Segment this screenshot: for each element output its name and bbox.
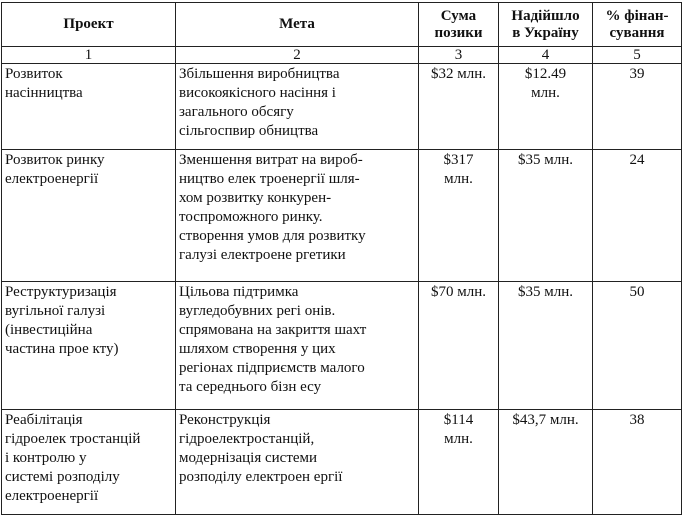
- goal-line: Зменшення витрат на вироб-: [179, 152, 363, 168]
- header-received-line: Надійшло: [511, 7, 580, 24]
- goal-line: сільгоспвир обництва: [179, 123, 319, 139]
- received-cell: [499, 64, 593, 150]
- project-line: Розвиток: [5, 66, 63, 82]
- header-row: [2, 3, 682, 47]
- sum-line: $317: [443, 152, 474, 168]
- goal-cell: [176, 64, 419, 150]
- goal-line: тоспроможного ринку.: [179, 209, 323, 225]
- header-project: Проект: [2, 3, 176, 47]
- project-line: насінництва: [5, 85, 83, 101]
- goal-line: шляхом створення у цих: [179, 341, 336, 357]
- goal-cell: [176, 410, 419, 515]
- header-sum-line: Сума: [440, 7, 477, 24]
- project-line: (інвестиційна: [5, 322, 93, 338]
- goal-line: Збільшення виробництва: [179, 66, 340, 82]
- sum-line: $114: [443, 412, 474, 428]
- goal-line: загального обсягу: [179, 104, 294, 120]
- loan-sum-cell: [419, 64, 499, 150]
- goal-line: галузі електроене ргетики: [179, 247, 346, 263]
- table-row: [2, 150, 682, 282]
- goal-line: ництво елек троенергії шля-: [179, 171, 360, 187]
- percent-cell: 39: [593, 64, 682, 150]
- sum-line: млн.: [444, 171, 473, 187]
- project-line: Розвиток ринку: [5, 152, 105, 168]
- project-line: Реабілітація: [5, 412, 83, 428]
- goal-line: Цільова підтримка: [179, 284, 299, 300]
- project-line: електроенергії: [5, 488, 99, 504]
- received-line: $35 млн.: [517, 284, 573, 300]
- column-number: 2: [176, 47, 419, 64]
- financing-table: [1, 2, 682, 515]
- received-cell: [499, 410, 593, 515]
- header-percent: [593, 3, 682, 47]
- project-line: вугільної галузі: [5, 303, 106, 319]
- header-received: [499, 3, 593, 47]
- percent-cell: 38: [593, 410, 682, 515]
- goal-line: високоякісного насіння і: [179, 85, 336, 101]
- column-number: 5: [593, 47, 682, 64]
- column-number: 4: [499, 47, 593, 64]
- sum-line: млн.: [444, 431, 473, 447]
- header-goal: Мета: [176, 3, 419, 47]
- header-sum: [419, 3, 499, 47]
- goal-line: гідроелектростанцій,: [179, 431, 315, 447]
- project-line: електроенергії: [5, 171, 99, 187]
- goal-line: та середнього бізн есу: [179, 379, 322, 395]
- goal-line: модернізація системи: [179, 450, 318, 466]
- goal-line: створення умов для розвитку: [179, 228, 366, 244]
- received-line: $35 млн.: [517, 152, 573, 168]
- goal-line: регіонах підприємств малого: [179, 360, 365, 376]
- project-line: Реструктуризація: [5, 284, 117, 300]
- column-number: 1: [2, 47, 176, 64]
- received-line: млн.: [531, 85, 560, 101]
- project-cell: [2, 282, 176, 410]
- received-line: $12.49: [524, 66, 567, 82]
- project-cell: [2, 410, 176, 515]
- goal-line: хом розвитку конкурен-: [179, 190, 332, 206]
- received-cell: [499, 282, 593, 410]
- percent-cell: 50: [593, 282, 682, 410]
- project-cell: [2, 64, 176, 150]
- header-percent-line: % фінан-: [605, 7, 669, 24]
- table-row: [2, 282, 682, 410]
- sum-line: $70 млн.: [430, 284, 486, 300]
- goal-line: Реконструкція: [179, 412, 271, 428]
- table-row: [2, 410, 682, 515]
- project-line: і контролю у: [5, 450, 87, 466]
- header-received-line: в Україну: [512, 24, 579, 41]
- loan-sum-cell: [419, 282, 499, 410]
- project-line: гідроелек тростанцій: [5, 431, 141, 447]
- column-number: 3: [419, 47, 499, 64]
- goal-line: вугледобувних регі онів.: [179, 303, 336, 319]
- header-sum-line: позики: [434, 24, 483, 41]
- column-number-row: [2, 47, 682, 64]
- project-cell: [2, 150, 176, 282]
- loan-sum-cell: [419, 410, 499, 515]
- sum-line: $32 млн.: [430, 66, 486, 82]
- percent-cell: 24: [593, 150, 682, 282]
- table-row: [2, 64, 682, 150]
- loan-sum-cell: [419, 150, 499, 282]
- received-cell: [499, 150, 593, 282]
- project-line: системі розподілу: [5, 469, 120, 485]
- header-percent-line: сування: [609, 24, 665, 41]
- received-line: $43,7 млн.: [512, 412, 579, 428]
- project-line: частина прое кту): [5, 341, 119, 357]
- goal-cell: [176, 282, 419, 410]
- goal-line: спрямована на закриття шахт: [179, 322, 367, 338]
- goal-cell: [176, 150, 419, 282]
- goal-line: розподілу електроен ергії: [179, 469, 343, 485]
